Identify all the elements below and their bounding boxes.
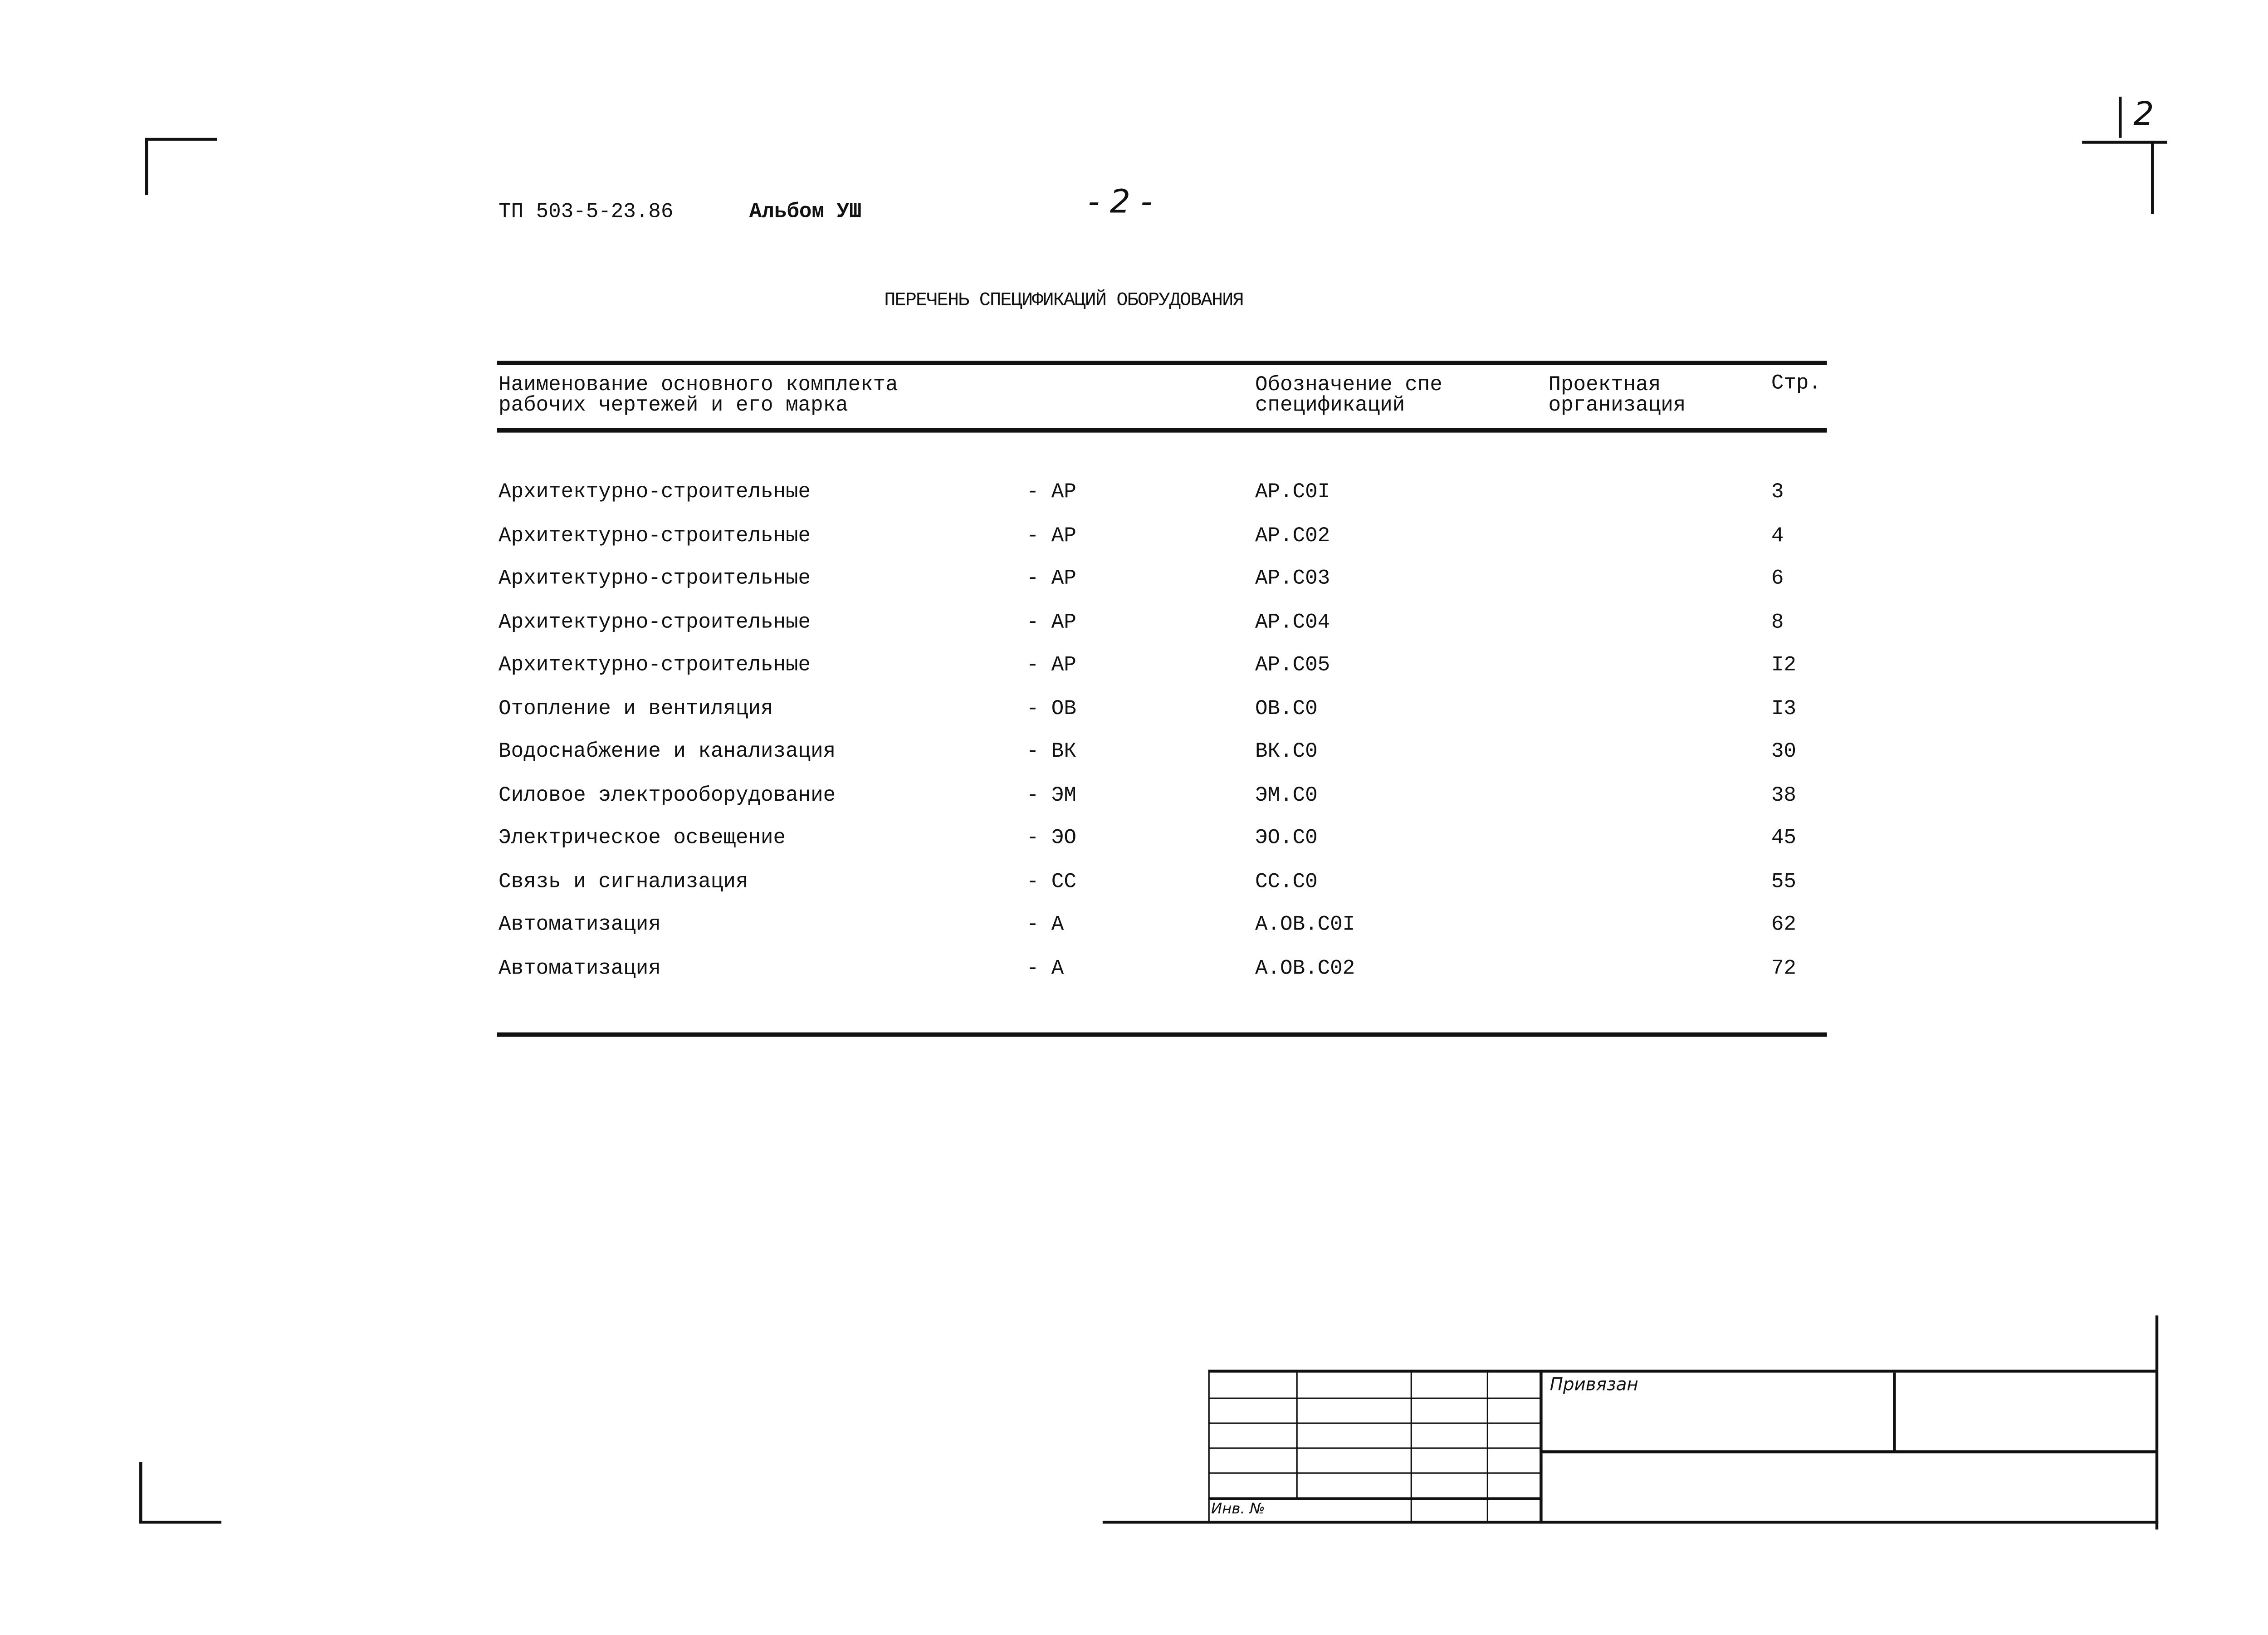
cell-name: Архитектурно-строительные [499, 524, 811, 548]
stamp-grid-h [1208, 1497, 1541, 1500]
table-header-rule [497, 428, 1827, 433]
sheet-mark: 2 [2133, 97, 2154, 134]
cell-designation: ВК.С0 [1255, 740, 1318, 764]
column-header-designation [1255, 376, 1442, 417]
table-top-rule [497, 361, 1827, 365]
cell-page: I3 [1771, 697, 1796, 721]
stamp-top-rule [1208, 1370, 2157, 1372]
cell-mark: - АР [1026, 481, 1076, 504]
cell-mark: - ЭМ [1026, 783, 1076, 808]
cell-name: Автоматизация [499, 957, 661, 980]
column-header-designation-line1: Обозначение спе [1255, 374, 1442, 398]
cell-mark: - СС [1026, 870, 1076, 894]
column-header-org-line2: организация [1548, 394, 1686, 418]
cell-designation: АР.С05 [1255, 654, 1330, 678]
cell-name: Водоснабжение и канализация [499, 740, 836, 764]
stamp-grid-h [1208, 1447, 1541, 1449]
cell-page: 62 [1771, 913, 1796, 937]
cell-page: 4 [1771, 524, 1784, 548]
cell-page: 3 [1771, 481, 1784, 504]
stamp-grid-v [1296, 1370, 1298, 1498]
cell-mark: - АР [1026, 611, 1076, 635]
cell-page: 6 [1771, 567, 1784, 591]
corner-mark-bottom-left-h [139, 1521, 221, 1523]
cell-name: Архитектурно-строительные [499, 654, 811, 678]
corner-mark-top-right-v [2151, 141, 2154, 214]
stamp-grid-h [1208, 1398, 1541, 1399]
cell-designation: ОВ.С0 [1255, 697, 1318, 721]
corner-mark-top-left-v [145, 138, 148, 195]
cell-mark: - АР [1026, 654, 1076, 678]
cell-mark: - А [1026, 913, 1064, 937]
cell-designation: А.ОВ.С02 [1255, 957, 1355, 980]
stamp-divider [1893, 1373, 1896, 1452]
table-bottom-rule [497, 1033, 1827, 1037]
stamp-mid-rule [1540, 1450, 2157, 1453]
column-header-page: Стр. [1771, 372, 1821, 396]
column-header-org-line1: Проектная [1548, 374, 1661, 398]
sheet-mark-bar [2119, 97, 2121, 138]
cell-mark: - А [1026, 957, 1064, 980]
cell-designation: АР.С03 [1255, 567, 1330, 591]
cell-page: 45 [1771, 827, 1796, 851]
page-title: ПЕРЕЧЕНЬ СПЕЦИФИКАЦИЙ ОБОРУДОВАНИЯ [884, 289, 1243, 311]
cell-name: Силовое электрооборудование [499, 783, 836, 808]
cell-mark: - АР [1026, 524, 1076, 548]
cell-name: Отопление и вентиляция [499, 697, 773, 721]
cell-name: Архитектурно-строительные [499, 567, 811, 591]
cell-page: 30 [1771, 740, 1796, 764]
cell-page: I2 [1771, 654, 1796, 678]
cell-page: 72 [1771, 957, 1796, 980]
stamp-grid-h [1208, 1423, 1541, 1424]
cell-page: 55 [1771, 870, 1796, 894]
cell-page: 8 [1771, 611, 1784, 635]
cell-designation: СС.С0 [1255, 870, 1318, 894]
column-header-name-line1: Наименование основного комплекта [499, 374, 898, 398]
stamp-linked-label: Привязан [1549, 1374, 1638, 1395]
page-number: - 2 - [1088, 185, 1153, 222]
album-label: Альбом УШ [749, 201, 862, 225]
column-header-organization [1549, 376, 1686, 417]
corner-mark-top-right-h [2082, 141, 2167, 143]
stamp-base-rule [1103, 1521, 2158, 1523]
cell-designation: А.ОВ.С0I [1255, 913, 1355, 937]
column-header-name [499, 376, 898, 417]
cell-mark: - АР [1026, 567, 1076, 591]
column-header-name-line2: рабочих чертежей и его марка [499, 394, 848, 418]
cell-designation: АР.С04 [1255, 611, 1330, 635]
cell-name: Архитектурно-строительные [499, 611, 811, 635]
cell-page: 38 [1771, 783, 1796, 808]
corner-mark-bottom-left-v [139, 1462, 142, 1522]
corner-mark-top-left-h [147, 138, 217, 141]
cell-designation: АР.С0I [1255, 481, 1330, 504]
stamp-right-edge [2156, 1316, 2158, 1530]
cell-name: Архитектурно-строительные [499, 481, 811, 504]
doc-code: ТП 503-5-23.86 [499, 201, 674, 225]
cell-mark: - ЭО [1026, 827, 1076, 851]
cell-mark: - ВК [1026, 740, 1076, 764]
cell-designation: АР.С02 [1255, 524, 1330, 548]
cell-designation: ЭМ.С0 [1255, 783, 1318, 808]
cell-name: Связь и сигнализация [499, 870, 748, 894]
stamp-inventory-label: Инв. № [1211, 1502, 1265, 1518]
column-header-designation-line2: спецификаций [1255, 394, 1405, 418]
cell-name: Электрическое освещение [499, 827, 786, 851]
cell-designation: ЭО.С0 [1255, 827, 1318, 851]
cell-mark: - ОВ [1026, 697, 1076, 721]
cell-name: Автоматизация [499, 913, 661, 937]
stamp-grid-h [1208, 1472, 1541, 1473]
